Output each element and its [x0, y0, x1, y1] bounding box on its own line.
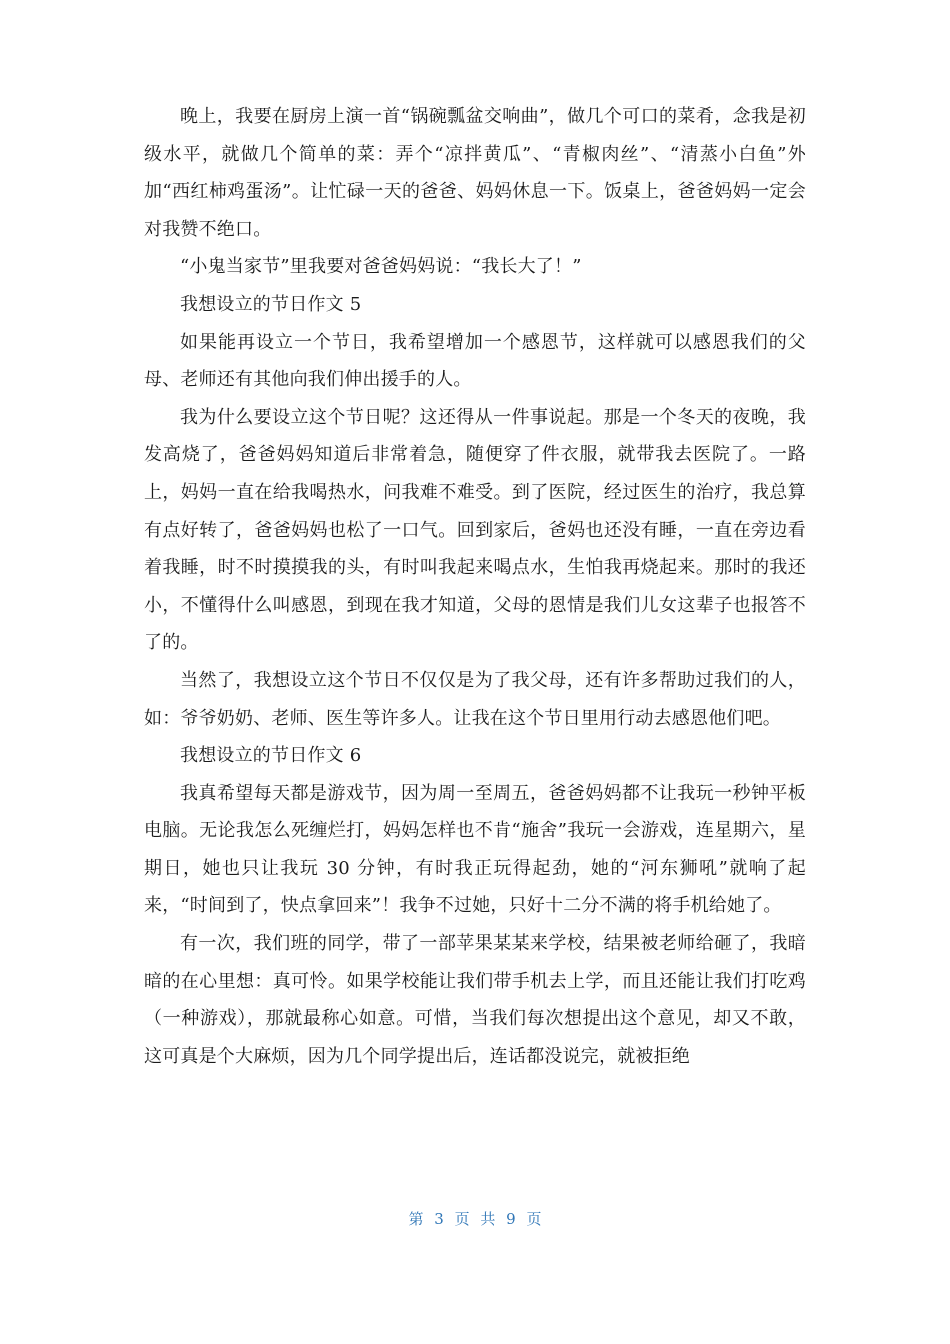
- section-heading-6: 我想设立的节日作文 6: [180, 745, 362, 767]
- paragraph-3: 如果能再设立一个节日，我希望增加一个感恩节，这样就可以感恩我们的父母、老师还有其他向我们伸出援手的人。: [144, 331, 806, 391]
- paragraph-2: “小鬼当家节”里我要对爸爸妈妈说：“我长大了！”: [180, 256, 582, 278]
- section-heading-5: 我想设立的节日作文 5: [180, 293, 362, 315]
- page-number-footer: 第 3 页 共 9 页: [408, 1210, 542, 1228]
- paragraph-5: 当然了，我想设立这个节日不仅仅是为了我父母，还有许多帮助过我们的人，如：爷爷奶奶、老师、医生等许多人。让我在这个节日里用行动去感恩他们吧。: [144, 669, 806, 729]
- paragraph-4: 我为什么要设立这个节日呢？这还得从一件事说起。那是一个冬天的夜晚，我发高烧了，爸爸妈妈知道后非常着急，随便穿了件衣服，就带我去医院了。一路上，妈妈一直在给我喝热水，问我难不难受。到了医院，经过医生的治疗，我总算有点好转了，爸爸妈妈也松了一口气。回到家后，爸妈也还没有睡，一直在旁边看着我睡，时不时摸摸我的头，有时叫我起来喝点水，生怕我再烧起来。那时的我还小，不懂得什么叫感恩，到现在我才知道，父母的恩情是我们儿女这辈子也报答不了的。: [144, 406, 806, 654]
- paragraph-7: 有一次，我们班的同学，带了一部苹果某某来学校，结果被老师给砸了，我暗暗的在心里想：真可怜。如果学校能让我们带手机去上学，而且还能让我们打吃鸡（一种游戏），那就最称心如意。可惜，当我们每次想提出这个意见，却又不敢，这可真是个大麻烦，因为几个同学提出后，连话都没说完，就被拒绝: [144, 933, 806, 1067]
- paragraph-6: 我真希望每天都是游戏节，因为周一至周五，爸爸妈妈都不让我玩一秒钟平板电脑。无论我怎么死缠烂打，妈妈怎样也不肯“施舍”我玩一会游戏，连星期六，星期日，她也只让我玩 30 分钟，有时我正玩得起劲，她的“河东狮吼”就响了起来，“时间到了，快点拿回来”！我争不过她，只好十二分不满的将手机给她了。: [144, 782, 806, 917]
- paragraph-1: 晚上，我要在厨房上演一首“锅碗瓢盆交响曲”，做几个可口的菜肴，念我是初级水平，就做几个简单的菜：弄个“凉拌黄瓜”、“青椒肉丝”、“清蒸小白鱼”外加“西红柿鸡蛋汤”。让忙碌一天的爸爸、妈妈休息一下。饭桌上，爸爸妈妈一定会对我赞不绝口。: [144, 106, 806, 240]
- document-body: [144, 98, 806, 1075]
